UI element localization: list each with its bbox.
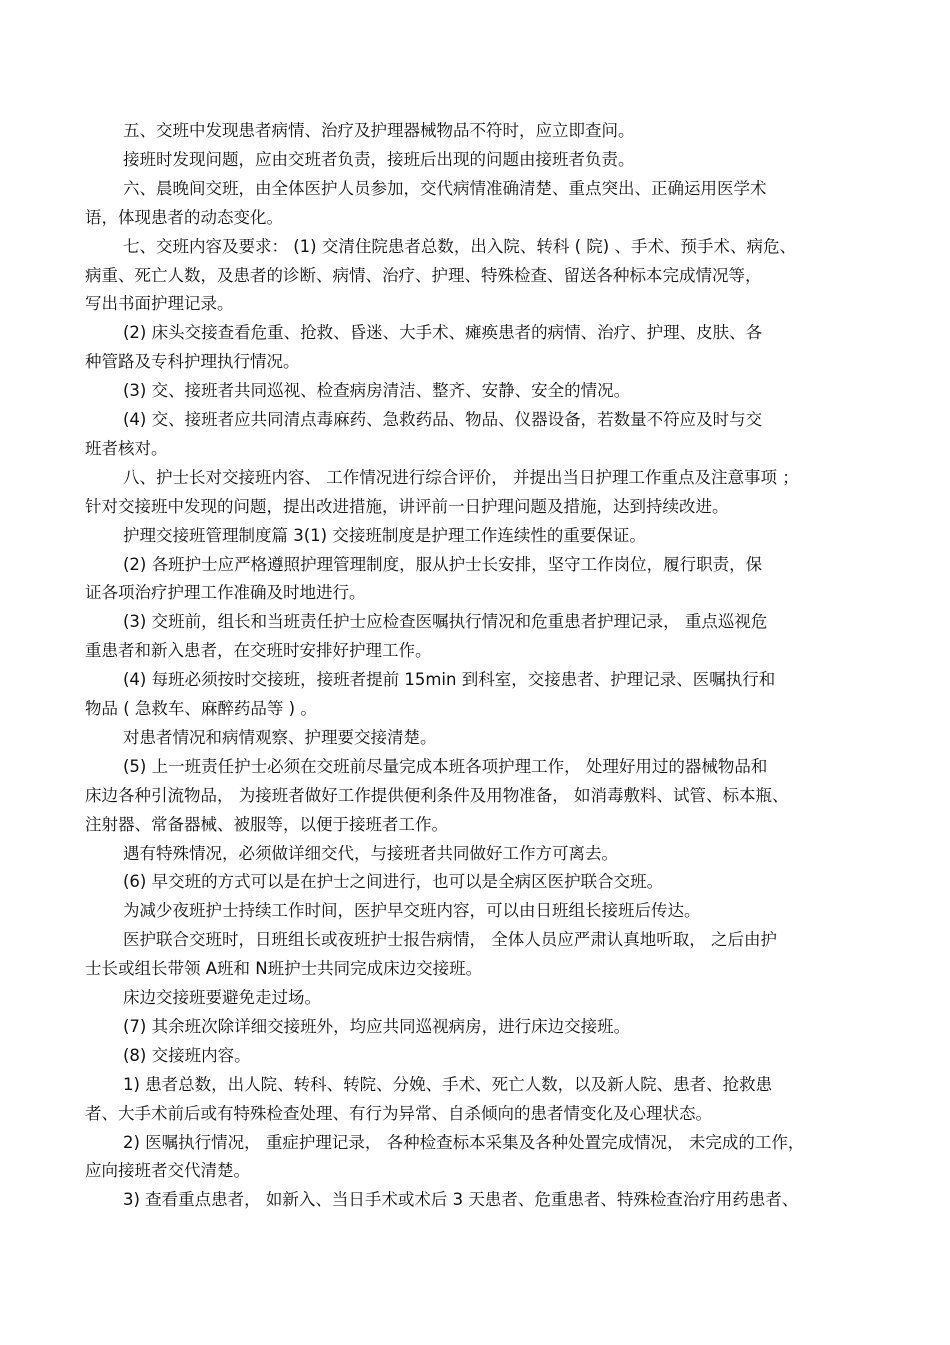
text-line: 八、护士长对交接班内容、 工作情况进行综合评价， 并提出当日护理工作重点及注意事项 ；	[123, 467, 799, 487]
text-line: 重患者和新入患者，在交班时安排好护理工作。	[85, 641, 432, 661]
text-line: 种管路及专科护理执行情况。	[85, 352, 300, 372]
text-line: 对患者情况和病情观察、护理要交接清楚。	[123, 727, 437, 747]
text-line: 床边各种引流物品， 为接班者做好工作提供便利条件及用物准备， 如消毒敷料、试管、标本瓶、	[85, 785, 789, 805]
text-line: (5) 上一班责任护士必须在交班前尽量完成本班各项护理工作， 处理好用过的器械物品和	[123, 756, 768, 776]
text-line: 物品 ( 急救车、麻醉药品等 ) 。	[85, 699, 317, 718]
text-line: 2) 医嘱执行情况， 重症护理记录， 各种检查标本采集及各种处置完成情况， 未完成的工作，	[123, 1132, 805, 1152]
text-line: 为减少夜班护士持续工作时间，医护早交班内容，可以由日班组长接班后传达。	[123, 901, 701, 921]
text-line: (6) 早交班的方式可以是在护士之间进行，也可以是全病区医护联合交班。	[123, 872, 664, 892]
text-line: 接班时发现问题，应由交班者负责，接班后出现的问题由接班者负责。	[123, 149, 635, 169]
text-line: 应向接班者交代清楚。	[85, 1161, 250, 1181]
text-line: (3) 交班前，组长和当班责任护士应检查医嘱执行情况和危重患者护理记录， 重点巡视危	[123, 612, 768, 632]
text-line: (2) 各班护士应严格遵照护理管理制度，服从护士长安排，坚守工作岗位，履行职责，保	[123, 554, 763, 574]
text-line: 病重、死亡人数，及患者的诊断、病情、治疗、护理、特殊检查、留送各种标本完成情况等，	[85, 265, 762, 285]
text-line: 医护联合交班时，日班组长或夜班护士报告病情， 全体人员应严肃认真地听取， 之后由护	[123, 930, 777, 950]
text-line: 语，体现患者的动态变化。	[85, 207, 283, 227]
text-line: 针对交接班中发现的问题，提出改进措施，讲评前一日护理问题及措施，达到持续改进。	[85, 496, 729, 516]
text-line: 者、大手术前后或有特殊检查处理、有行为异常、自杀倾向的患者情变化及心理状态。	[85, 1103, 712, 1123]
text-line: (4) 交、接班者应共同清点毒麻药、急救药品、物品、仪器设备，若数量不符应及时与交	[123, 410, 763, 429]
text-line: 3) 查看重点患者， 如新入、当日手术或术后 3 天患者、危重患者、特殊检查治疗用药患者、	[123, 1190, 799, 1210]
text-line: (4) 每班必须按时交接班，接班者提前 15min 到科室，交接患者、护理记录、医嘱执行和	[123, 670, 776, 690]
text-line: 班者核对。	[85, 438, 168, 458]
text-line: (2) 床头交接查看危重、抢救、昏迷、大手术、瘫痪患者的病情、治疗、护理、皮肤、各	[123, 323, 763, 343]
text-line: (7) 其余班次除详细交接班外，均应共同巡视病房，进行床边交接班。	[123, 1016, 631, 1036]
text-line: 六、晨晚间交班，由全体医护人员参加，交代病情准确清楚、重点突出、正确运用医学术	[123, 178, 767, 198]
text-line: 护理交接班管理制度篇 3(1) 交接班制度是护理工作连续性的重要保证。	[123, 525, 646, 545]
text-line: (8) 交接班内容。	[123, 1045, 251, 1065]
text-line: (3) 交、接班者共同巡视、检查病房清洁、整齐、安静、安全的情况。	[123, 381, 631, 401]
text-line: 遇有特殊情况，必须做详细交代，与接班者共同做好工作方可离去。	[123, 843, 618, 863]
text-line: 七、交班内容及要求： (1) 交清住院患者总数，出入院、转科 ( 院) 、手术、预手术、病危、	[123, 236, 796, 256]
text-line: 写出书面护理记录。	[85, 294, 234, 314]
text-line: 五、交班中发现患者病情、治疗及护理器械物品不符时，应立即查问。	[123, 121, 635, 140]
text-line: 证各项治疗护理工作准确及时地进行。	[85, 583, 366, 603]
text-line: 士长或组长带领 A班和 N班护士共同完成床边交接班。	[85, 959, 483, 979]
text-line: 注射器、常备器械、被服等，以便于接班者工作。	[85, 814, 448, 834]
text-line: 1) 患者总数，出人院、转科、转院、分娩、手术、死亡人数，以及新人院、患者、抢救患	[123, 1074, 773, 1094]
text-line: 床边交接班要避免走过场。	[123, 988, 321, 1007]
